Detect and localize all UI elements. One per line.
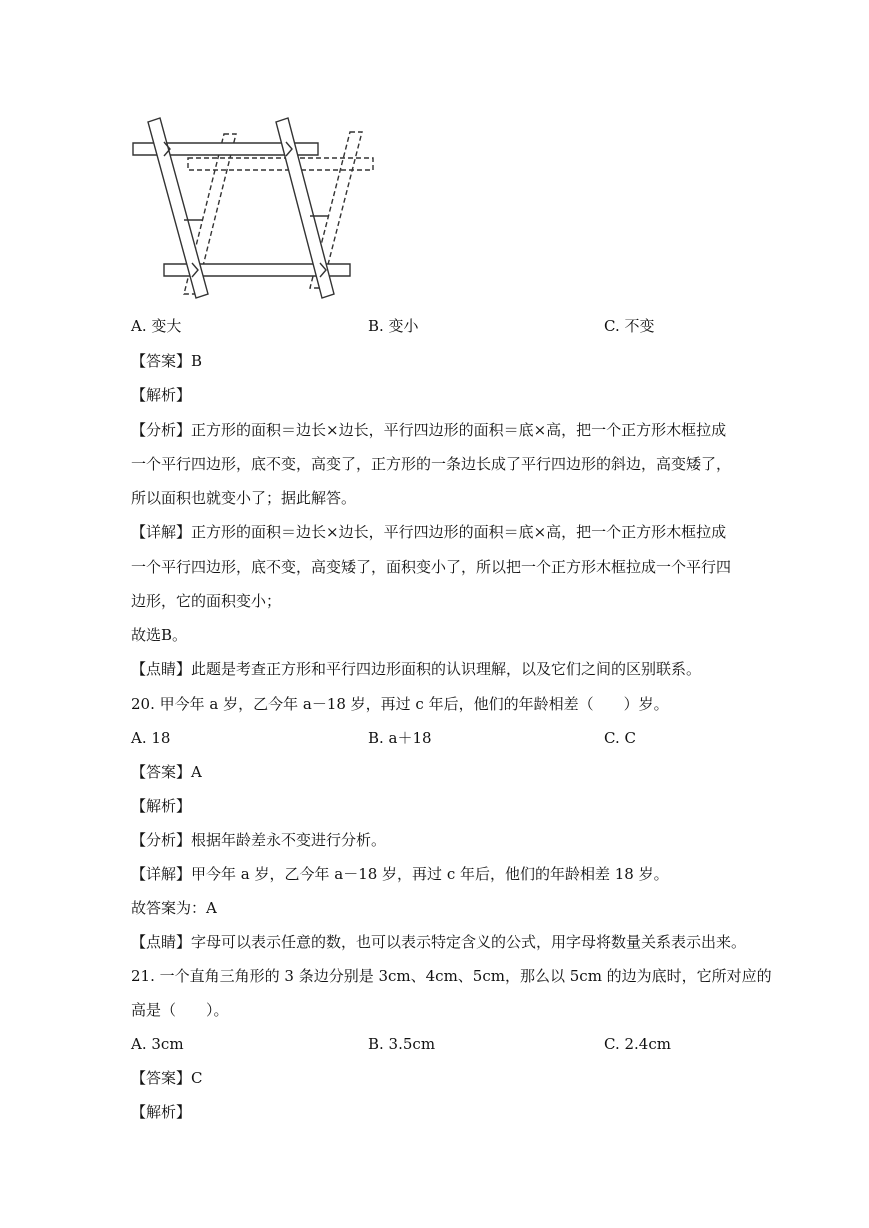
question-stem: 21. 一个直角三角形的 3 条边分别是 3cm、4cm、5cm，那么以 5cm 的边为底时，它所对应的	[131, 967, 772, 985]
answer: 【答案】B	[131, 352, 203, 370]
option-b: B. a＋18	[368, 729, 432, 747]
conclusion: 故答案为：A	[131, 899, 217, 917]
option-a: A. 18	[131, 729, 171, 747]
option-c: C. C	[604, 729, 636, 747]
conclusion: 故选B。	[131, 626, 188, 644]
answer: 【答案】C	[131, 1069, 203, 1087]
analysis-line: 一个平行四边形，底不变，高变了，正方形的一条边长成了平行四边形的斜边，高变矮了，	[131, 455, 732, 473]
question-stem: 高是（ ）。	[131, 1001, 229, 1019]
option-a: A. 变大	[131, 317, 182, 335]
option-c: C. 不变	[604, 317, 655, 335]
analysis-line: 【分析】正方形的面积＝边长×边长，平行四边形的面积＝底×高，把一个正方形木框拉成	[131, 421, 727, 439]
option-a: A. 3cm	[131, 1035, 184, 1053]
analysis-heading: 【解析】	[131, 1103, 192, 1121]
analysis-line: 【分析】根据年龄差永不变进行分析。	[131, 831, 387, 849]
analysis-line: 所以面积也就变小了；据此解答。	[131, 489, 357, 507]
comment: 【点睛】此题是考查正方形和平行四边形面积的认识理解，以及它们之间的区别联系。	[131, 660, 702, 678]
analysis-heading: 【解析】	[131, 797, 192, 815]
wooden-frame-figure	[128, 112, 380, 302]
comment: 【点睛】字母可以表示任意的数，也可以表示特定含义的公式，用字母将数量关系表示出来。	[131, 933, 747, 951]
detail-line: 【详解】正方形的面积＝边长×边长，平行四边形的面积＝底×高，把一个正方形木框拉成	[131, 523, 727, 541]
detail-line: 【详解】甲今年 a 岁，乙今年 a－18 岁，再过 c 年后，他们的年龄相差 18 岁。	[131, 865, 669, 883]
option-b: B. 3.5cm	[368, 1035, 436, 1053]
detail-line: 一个平行四边形，底不变，高变矮了，面积变小了，所以把一个正方形木框拉成一个平行四	[131, 558, 732, 576]
detail-line: 边形，它的面积变小；	[131, 592, 282, 610]
answer: 【答案】A	[131, 763, 202, 781]
option-b: B. 变小	[368, 317, 419, 335]
option-c: C. 2.4cm	[604, 1035, 671, 1053]
analysis-heading: 【解析】	[131, 386, 192, 404]
question-stem: 20. 甲今年 a 岁，乙今年 a－18 岁，再过 c 年后，他们的年龄相差（ ）岁。	[131, 695, 669, 713]
